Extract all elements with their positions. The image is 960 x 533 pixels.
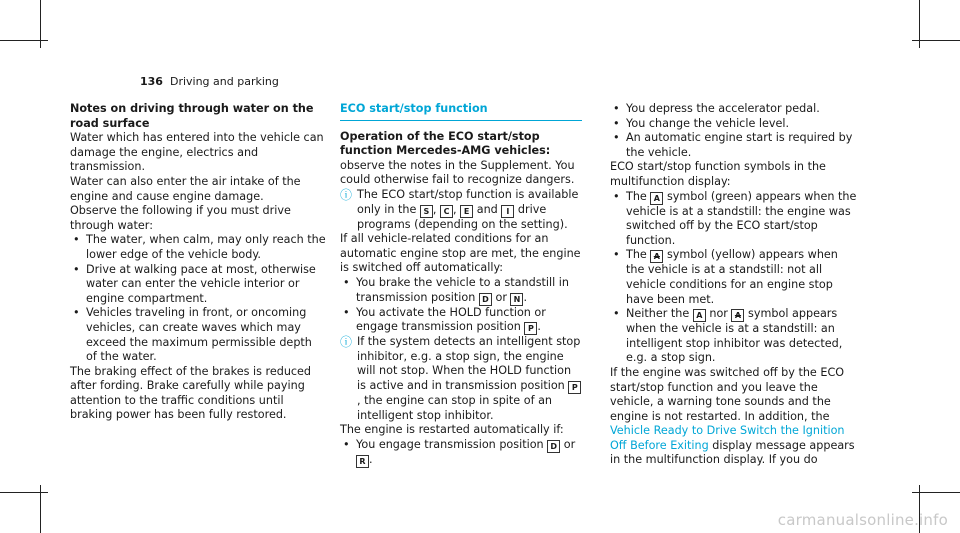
note-text: and <box>476 202 498 216</box>
info-icon: ⓘ <box>340 187 353 202</box>
paragraph: Water which has entered into the vehicle can damage the engine, electrics and transmission. <box>70 131 324 174</box>
crop-mark <box>0 40 48 41</box>
crop-mark <box>912 492 960 493</box>
eco-yellow-icon: A <box>731 309 744 322</box>
note-text: , the engine can stop in spite of an intelligent stop inhibitor. <box>357 393 553 422</box>
note <box>340 335 582 423</box>
bullet-text: The <box>626 248 647 262</box>
paragraph <box>340 130 582 188</box>
key-p-icon: P <box>568 381 581 394</box>
bullet-text: You brake the vehicle to a standstill in transmission position <box>356 275 569 304</box>
key-d-icon: D <box>547 440 560 453</box>
bullet-text: symbol appears when the vehicle is at a standstill: an intelligent stop inhibitor was detected, e.g. a stop sign. <box>626 307 843 365</box>
bullet-item: • An automatic engine start is required by the vehicle. <box>610 131 858 160</box>
section-name: Driving and parking <box>169 75 279 88</box>
bullet-text: symbol (yellow) appears when the vehicle is at a standstill: not all vehicle conditions for an engine stop have been met. <box>626 248 838 306</box>
paragraph: Observe the following if you must drive through water: <box>70 204 291 232</box>
eco-green-icon: A <box>650 192 663 205</box>
paragraph: The braking effect of the brakes is reduced after fording. Brake carefully while paying attention to the traffic conditions until braking power has been fully restored. <box>70 364 312 422</box>
bullet-item: • You change the vehicle level. <box>610 117 858 132</box>
column-middle <box>340 102 582 468</box>
paragraph: ECO start/stop function symbols in the multifunction display: <box>610 160 826 188</box>
bullet-item: • You depress the accelerator pedal. <box>610 102 858 117</box>
note-text: If the system detects an intelligent stop inhibitor, e.g. a stop sign, the engine will not stop. When the HOLD function is active and in transmission position <box>357 335 581 392</box>
column-right <box>610 102 858 468</box>
bullet-item: • You activate the HOLD function or engage transmission position P . <box>340 306 582 336</box>
bullet-item <box>610 190 858 249</box>
paragraph-text: display message appears in the multifunction display. If you do <box>610 438 855 467</box>
watermark: carmanualsonline.info <box>777 511 948 529</box>
note-text: The ECO start/stop function is available only in the <box>357 187 579 216</box>
paragraph: If all vehicle-related conditions for an automatic engine stop are met, the engine is switched off automatically: <box>340 232 581 275</box>
bold-lead: Operation of the ECO start/stop function Mercedes-AMG vehicles: <box>340 129 551 158</box>
page-number: 136 <box>140 75 163 88</box>
key-c-icon: C <box>440 205 453 218</box>
bullet-text: You activate the HOLD function or engage transmission position <box>356 305 546 334</box>
bullet-text: nor <box>709 307 728 321</box>
bullet-item: • Vehicles traveling in front, or oncoming vehicles, can create waves which may exceed the maximum permissible depth of the water. <box>70 306 326 364</box>
section-title: Notes on driving through water on the road surface <box>70 102 314 130</box>
column-left <box>70 102 326 423</box>
bullet-item: • You engage transmission position D or R . <box>340 438 582 468</box>
bullet-item <box>610 248 858 307</box>
key-e-icon: E <box>460 205 473 218</box>
crop-mark <box>912 40 960 41</box>
key-n-icon: N <box>510 293 523 306</box>
display-message-link[interactable]: Vehicle Ready to Drive Switch the Ignition Off Before Exiting <box>610 424 845 452</box>
crop-mark <box>0 492 48 493</box>
bullet-item: • The water, when calm, may only reach the lower edge of the vehicle body. <box>70 233 326 262</box>
note-text: drive programs (depending on the setting). <box>357 202 568 231</box>
paragraph-text: observe the notes in the Supplement. You could otherwise fail to recognize dangers. <box>340 158 575 187</box>
paragraph: The engine is restarted automatically if: <box>340 423 564 437</box>
eco-yellow-icon: A <box>650 250 663 263</box>
bullet-text: Neither the <box>626 307 690 321</box>
key-p-icon: P <box>524 322 537 335</box>
bullet-text: You engage transmission position <box>356 437 544 451</box>
bullet-item: • Drive at walking pace at most, otherwise water can enter the vehicle interior or engine compartment. <box>70 263 326 307</box>
info-icon: ⓘ <box>340 335 353 350</box>
bullet-text: The <box>626 189 647 203</box>
bullet-text: symbol (green) appears when the vehicle is at a standstill: the engine was switched off by the ECO start/stop function. <box>626 189 857 247</box>
bullet-item: • You brake the vehicle to a standstill in transmission position D or N . <box>340 276 582 306</box>
note: ⓘ The ECO start/stop function is available only in the S , C , E and I drive programs (depending on the setting). <box>340 187 579 231</box>
bullet-text: or <box>563 437 576 451</box>
key-s-icon: S <box>420 205 433 218</box>
paragraph <box>610 366 858 468</box>
bullet-item <box>610 307 858 366</box>
key-d-icon: D <box>479 293 492 306</box>
bullet-text: or <box>495 290 507 304</box>
key-r-icon: R <box>356 455 369 468</box>
section-heading: ECO start/stop function <box>340 102 582 121</box>
eco-green-icon: A <box>693 309 706 322</box>
page-header <box>140 75 279 90</box>
paragraph-text: If the engine was switched off by the ECO start/stop function and you leave the vehicle, a warning tone sounds and the engine is not restarted. In addition, the <box>610 365 845 423</box>
paragraph: Water can also enter the air intake of the engine and cause engine damage. <box>70 174 301 203</box>
key-i-icon: I <box>501 205 514 218</box>
